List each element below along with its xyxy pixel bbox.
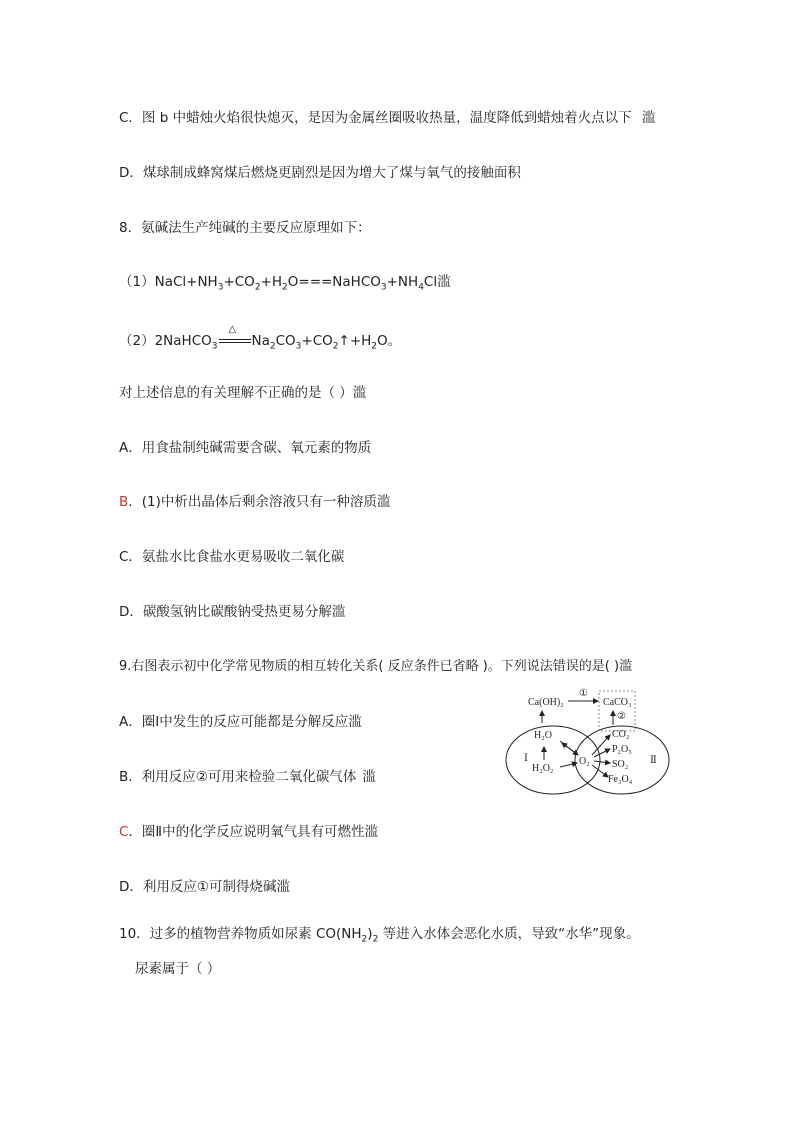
- q9-option-a: A．圈Ⅰ中发生的反应可能都是分解反应滥: [119, 714, 362, 730]
- q10-stem: 10．过多的植物营养物质如尿素 $CO(NH_2)_2$ 等进入水体会恶化水质，导致“水华”现象。: [119, 926, 640, 945]
- label-h2o2: H₂O₂: [532, 763, 554, 774]
- q8-option-d: D．碳酸氢钠比碳酸钠受热更易分解滥: [119, 604, 346, 620]
- stray-mark: 滥: [619, 659, 633, 674]
- stray-mark: 滥: [276, 879, 290, 895]
- stray-mark: 滥: [352, 385, 367, 401]
- label-p2o5: P₂O₅: [612, 744, 632, 755]
- q9-option-c: C．圈Ⅱ中的化学反应说明氧气具有可燃性滥: [119, 824, 379, 840]
- stray-mark: 滥: [376, 494, 391, 510]
- label-caoh2: Ca(OH)₂: [528, 697, 564, 708]
- q9-option-b: B．利用反应②可用来检验二氧化碳气体 滥: [119, 769, 376, 785]
- label-circle-1: Ⅰ: [524, 753, 528, 764]
- q8-option-c: C．氨盐水比食盐水更易吸收二氧化碳: [119, 549, 345, 565]
- stray-mark: 滥: [331, 604, 346, 620]
- label-fe3o4: Fe₃O₄: [608, 774, 633, 785]
- arrow-o2-to-co2: [592, 735, 610, 755]
- arrow-o2-to-fe3o4: [592, 765, 608, 777]
- label-o2: O₂: [579, 756, 590, 767]
- option-letter: B: [119, 494, 129, 510]
- stray-mark: 滥: [348, 714, 362, 730]
- arrow-h2o2-to-o2: [560, 763, 577, 767]
- q8-option-a: A．用食盐制纯碱需要含碳、氧元素的物质: [119, 440, 372, 456]
- stray-mark: 滥: [364, 824, 379, 840]
- label-so2: SO₂: [612, 759, 629, 770]
- label-circle-2: Ⅱ: [650, 755, 657, 766]
- stray-mark: 滥: [362, 769, 376, 785]
- q8-option-b: B．(1)中析出晶体后剩余溶液只有一种溶质滥: [119, 494, 391, 510]
- conversion-diagram: [500, 683, 680, 795]
- arrow-o2-to-h2o: [562, 743, 578, 755]
- label-reaction-2: ②: [617, 711, 626, 722]
- label-caco3: CaCO₃: [603, 697, 632, 708]
- heat-condition-equals: [218, 324, 252, 350]
- q8-stem: 8．氨碱法生产纯碱的主要反应原理如下：: [119, 220, 371, 236]
- arrow-o2-to-so2: [594, 761, 610, 763]
- q7-option-d: D．煤球制成蜂窝煤后燃烧更剧烈是因为增大了煤与氧气的接触面积: [119, 165, 521, 181]
- heat-delta-icon: △: [228, 324, 237, 335]
- q7-option-c: C．图 b 中蜡烛火焰很快熄灭，是因为金属丝圈吸收热量，温度降低到蜡烛着火点以下 滥: [119, 110, 656, 126]
- reaction-1: $(1)NaCl+NH_3+CO_2+H_2O===NaHCO_3+NH_4Cl$滥: [119, 274, 451, 293]
- label-co2: CO₂: [612, 729, 630, 740]
- option-letter: C: [119, 824, 129, 840]
- reaction-2: （2）2NaHCO$_3$ △ $Na_2CO_3+CO_2↑+H_2O$。: [119, 332, 401, 356]
- q8-question: 对上述信息的有关理解不正确的是（ ）滥: [119, 385, 367, 401]
- q9-option-d: D．利用反应①可制得烧碱滥: [119, 879, 290, 895]
- label-h2o: H₂O: [534, 730, 552, 741]
- q9-stem: 9.右图表示初中化学常见物质的相互转化关系( 反应条件已省略 )。下列说法错误的是( )滥: [119, 659, 633, 674]
- q10-stem-cont: 尿素属于（ ）: [135, 961, 221, 977]
- stray-mark: 滥: [641, 110, 656, 126]
- label-reaction-1: ①: [579, 688, 588, 699]
- stray-mark: 滥: [437, 274, 451, 290]
